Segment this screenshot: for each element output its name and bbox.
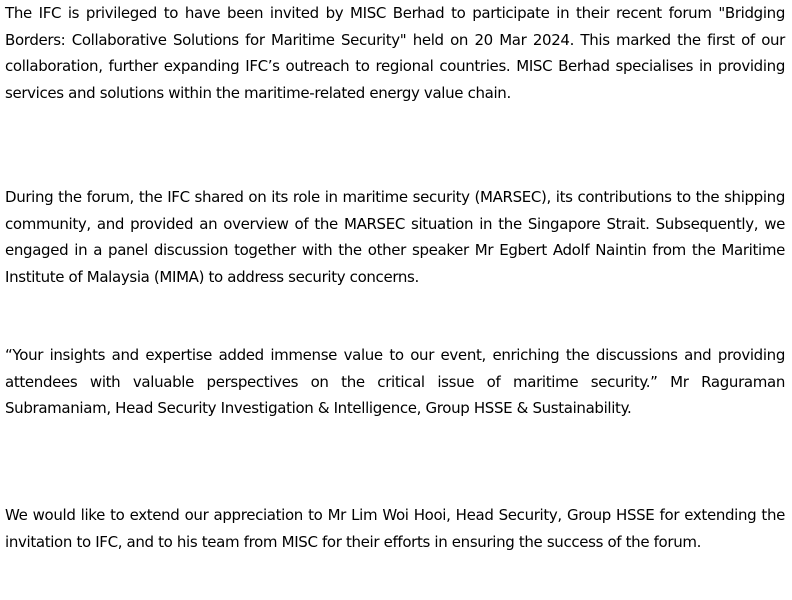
paragraph-forum-intro: The IFC is privileged to have been invited by MISC Berhad to participate in their recent forum "Bridging Borders: Collaborative Solutions for Maritime Security" held on 20 Mar 2024. This marked the first of our collaboration, further expanding IFC’s outreach to regional countries. MISC Berhad specialises in providing services and solutions within the maritime-related energy value chain. <box>5 4 785 102</box>
paragraph-forum-discussion: During the forum, the IFC shared on its role in maritime security (MARSEC), its contributions to the shipping community, and provided an overview of the MARSEC situation in the Singapore Strait. Subsequently, we engaged in a panel discussion together with the other speaker Mr Egbert Adolf Naintin from the Maritime Institute of Malaysia (MIMA) to address security concerns. <box>5 188 785 286</box>
paragraph-testimonial-quote: “Your insights and expertise added immense value to our event, enriching the discussions and providing attendees with valuable perspectives on the critical issue of maritime security.” Mr Raguraman Subramaniam, Head Security Investigation & Intelligence, Group HSSE & Sustainability. <box>5 346 785 417</box>
paragraph-appreciation: We would like to extend our appreciation to Mr Lim Woi Hooi, Head Security, Group HSSE for extending the invitation to IFC, and to his team from MISC for their efforts in ensuring the success of the forum. <box>5 506 785 551</box>
